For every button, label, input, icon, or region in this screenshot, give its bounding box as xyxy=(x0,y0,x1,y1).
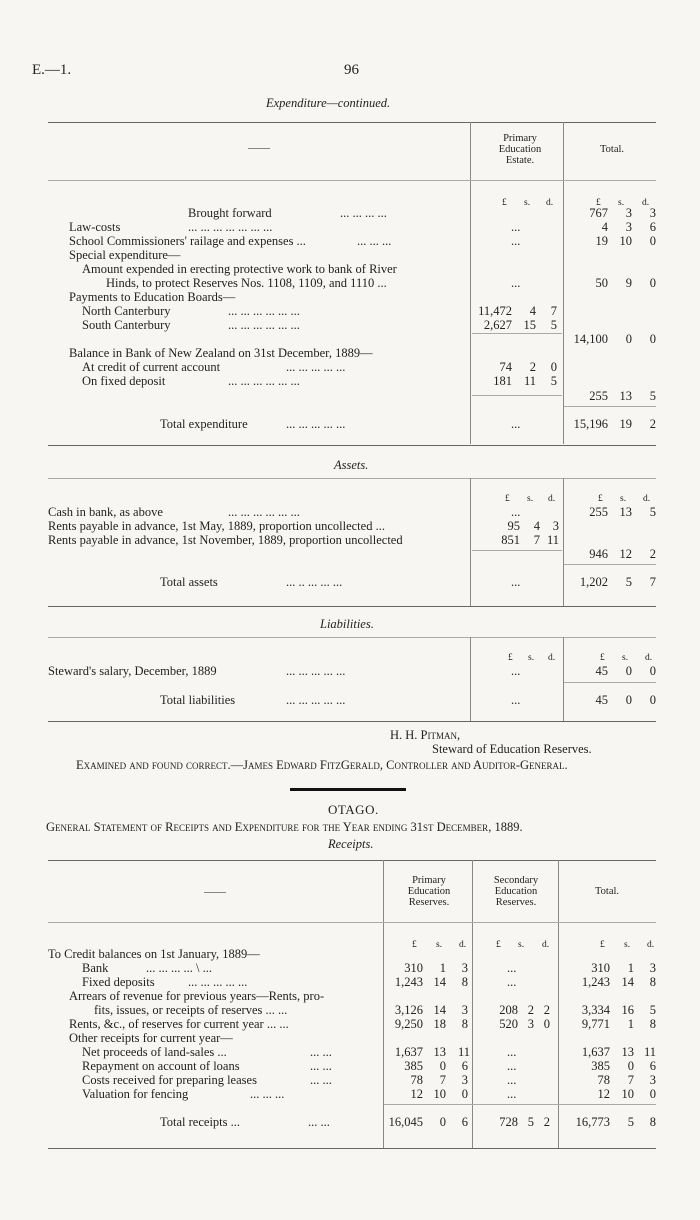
row-label: Other receipts for current year— xyxy=(69,1031,233,1045)
primary-shillings: 11 xyxy=(523,374,536,388)
row-label: Bank xyxy=(82,961,109,975)
total-pence: 2 xyxy=(649,417,656,431)
leader-dots: ... ... ... ... ... xyxy=(286,693,346,707)
row-label: Fixed deposits xyxy=(82,975,155,989)
pound-header: £ xyxy=(496,940,501,950)
shilling-header: s. xyxy=(622,653,629,663)
column-divider xyxy=(563,637,564,721)
pound-header: £ xyxy=(600,653,605,663)
total-column-header: Total. xyxy=(594,886,620,897)
steward-role: Steward of Education Reserves. xyxy=(432,742,592,756)
pound-header: £ xyxy=(600,940,605,950)
total-expenditure-label: Total expenditure xyxy=(160,417,248,431)
secondary-ellipsis: ... xyxy=(507,1073,517,1087)
shilling-header: s. xyxy=(618,198,625,208)
pound-header: £ xyxy=(508,653,513,663)
primary-pence: 5 xyxy=(550,374,557,388)
shilling-header: s. xyxy=(624,940,631,950)
primary-pounds: 851 xyxy=(501,533,520,547)
leader-dots: ... ... xyxy=(310,1073,332,1087)
row-label: fits, issues, or receipts of reserves ... ... xyxy=(94,1003,288,1017)
total-pounds: 255 xyxy=(589,505,608,519)
primary-pence: 5 xyxy=(550,318,557,332)
total-shillings: 16 xyxy=(621,1003,634,1017)
total-assets-label: Total assets xyxy=(160,575,218,589)
total-rule xyxy=(564,682,656,683)
leader-dots: ... ... ... ... xyxy=(340,206,387,220)
total-pence: 7 xyxy=(649,575,656,589)
row-label: To Credit balances on 1st January, 1889— xyxy=(48,947,260,961)
total-shillings: 5 xyxy=(627,1115,634,1129)
total-pounds: 15,196 xyxy=(573,417,608,431)
subtotal-rule xyxy=(472,333,562,334)
primary-reserves-column-header xyxy=(388,875,470,908)
row-label: North Canterbury xyxy=(82,304,171,318)
section-separator-bar xyxy=(290,788,406,791)
total-pounds: 45 xyxy=(595,664,608,678)
secondary-pounds: 520 xyxy=(499,1017,518,1031)
shilling-header: s. xyxy=(524,198,531,208)
primary-pence: 0 xyxy=(461,1087,468,1101)
row-label: At credit of current account xyxy=(82,360,221,374)
primary-shillings: 14 xyxy=(433,975,446,989)
primary-pounds: 12 xyxy=(410,1087,423,1101)
section-rule xyxy=(48,637,656,638)
leader-dots: ... ... xyxy=(308,1115,330,1129)
table-top-rule xyxy=(48,860,656,861)
primary-pounds: 1,243 xyxy=(394,975,423,989)
primary-ellipsis: ... xyxy=(511,276,521,290)
total-shillings: 5 xyxy=(625,575,632,589)
leader-dots: ... ... ... ... ... ... xyxy=(228,318,300,332)
total-pounds: 255 xyxy=(589,389,608,403)
total-shillings: 3 xyxy=(625,220,632,234)
leader-dots: ... ... ... ... ... ... xyxy=(228,304,300,318)
row-label: School Commissioners' railage and expenses ... xyxy=(69,234,306,248)
primary-shillings: 4 xyxy=(533,519,540,533)
shilling-header: s. xyxy=(436,940,443,950)
total-pounds: 45 xyxy=(595,693,608,707)
column-divider xyxy=(563,478,564,606)
total-shillings: 1 xyxy=(627,961,634,975)
total-pounds: 9,771 xyxy=(581,1017,610,1031)
primary-pounds: 1,637 xyxy=(394,1045,423,1059)
primary-pounds: 95 xyxy=(507,519,520,533)
receipts-title: Receipts. xyxy=(328,837,374,851)
total-pence: 6 xyxy=(649,220,656,234)
document-code: E.—1. xyxy=(32,62,72,78)
pence-header: d. xyxy=(642,198,650,208)
section-bottom-rule xyxy=(48,606,656,607)
pence-header: d. xyxy=(647,940,655,950)
secondary-ellipsis: ... xyxy=(507,1045,517,1059)
row-label: Arrears of revenue for previous years—Rents, pro- xyxy=(69,989,325,1003)
pound-header: £ xyxy=(598,494,603,504)
primary-pence: 8 xyxy=(461,975,468,989)
table-bottom-rule xyxy=(48,445,656,446)
total-shillings: 10 xyxy=(621,1087,634,1101)
primary-pounds: 78 xyxy=(410,1073,423,1087)
total-pounds: 1,243 xyxy=(581,975,610,989)
primary-shillings: 13 xyxy=(433,1045,446,1059)
secondary-ellipsis: ... xyxy=(507,1059,517,1073)
total-pence: 8 xyxy=(649,1017,656,1031)
secondary-shillings: 3 xyxy=(527,1017,534,1031)
total-shillings: 3 xyxy=(625,206,632,220)
primary-pence: 8 xyxy=(461,1017,468,1031)
total-pence: 2 xyxy=(649,547,656,561)
total-rule xyxy=(564,406,656,407)
header-line: Estate. xyxy=(505,155,535,166)
row-label: Costs received for preparing leases xyxy=(82,1073,257,1087)
total-pence: 5 xyxy=(649,1003,656,1017)
primary-pounds: 11,472 xyxy=(478,304,512,318)
total-pounds: 3,334 xyxy=(581,1003,610,1017)
total-shillings: 14 xyxy=(621,975,634,989)
row-label: Valuation for fencing xyxy=(82,1087,189,1101)
total-shillings: 10 xyxy=(619,234,632,248)
secondary-pence: 2 xyxy=(543,1003,550,1017)
row-label: Repayment on account of loans xyxy=(82,1059,240,1073)
primary-pence: 11 xyxy=(546,533,559,547)
total-pence: 0 xyxy=(649,1087,656,1101)
primary-ellipsis: ... xyxy=(511,693,521,707)
primary-pence: 6 xyxy=(461,1115,468,1129)
column-divider xyxy=(563,122,564,444)
leader-dots: ... .. ... ... ... xyxy=(286,575,343,589)
total-pence: 0 xyxy=(649,693,656,707)
primary-ellipsis: ... xyxy=(511,220,521,234)
total-pounds: 1,202 xyxy=(579,575,608,589)
auditor-certification: Examined and found correct.—James Edward FitzGerald, Controller and Auditor-General. xyxy=(76,758,568,772)
primary-shillings: 0 xyxy=(439,1059,446,1073)
total-pence: 5 xyxy=(649,505,656,519)
leader-dots: ... ... xyxy=(310,1059,332,1073)
secondary-ellipsis: ... xyxy=(507,961,517,975)
otago-heading: OTAGO. xyxy=(328,802,379,817)
description-column-dash: —— xyxy=(248,142,270,154)
total-pence: 0 xyxy=(649,276,656,290)
leader-dots: ... ... ... ... \ ... xyxy=(146,961,212,975)
primary-pence: 11 xyxy=(457,1045,470,1059)
total-shillings: 13 xyxy=(621,1045,634,1059)
primary-pence: 6 xyxy=(461,1059,468,1073)
total-pounds: 767 xyxy=(589,206,608,220)
header-line: Reserves. xyxy=(408,897,450,908)
leader-dots: ... ... ... ... ... xyxy=(286,664,346,678)
header-line: Education xyxy=(498,144,542,155)
primary-pence: 3 xyxy=(552,519,559,533)
leader-dots: ... ... ... xyxy=(250,1087,285,1101)
row-label: Special expenditure— xyxy=(69,248,181,262)
primary-pounds: 16,045 xyxy=(388,1115,423,1129)
leader-dots: ... ... ... ... ... ... ... xyxy=(188,220,273,234)
total-pence: 3 xyxy=(649,1073,656,1087)
total-shillings: 13 xyxy=(619,505,632,519)
row-label: Balance in Bank of New Zealand on 31st December, 1889— xyxy=(69,346,373,360)
total-shillings: 0 xyxy=(625,664,632,678)
total-shillings: 12 xyxy=(619,547,632,561)
secondary-ellipsis: ... xyxy=(507,975,517,989)
pence-header: d. xyxy=(546,198,554,208)
secondary-shillings: 5 xyxy=(527,1115,534,1129)
table-bottom-rule xyxy=(48,1148,656,1149)
secondary-pence: 2 xyxy=(543,1115,550,1129)
primary-pounds: 385 xyxy=(404,1059,423,1073)
primary-ellipsis: ... xyxy=(511,664,521,678)
row-label: Rents payable in advance, 1st November, 1889, proportion uncollected xyxy=(48,533,403,547)
total-shillings: 13 xyxy=(619,389,632,403)
total-receipts-label: Total receipts ... xyxy=(160,1115,240,1129)
primary-pence: 3 xyxy=(461,1073,468,1087)
total-pence: 0 xyxy=(649,664,656,678)
primary-ellipsis: ... xyxy=(511,575,521,589)
secondary-ellipsis: ... xyxy=(507,1087,517,1101)
primary-shillings: 15 xyxy=(523,318,536,332)
header-line: Primary xyxy=(412,875,446,886)
secondary-pounds: 208 xyxy=(499,1003,518,1017)
total-pence: 8 xyxy=(649,975,656,989)
total-shillings: 0 xyxy=(625,693,632,707)
total-pounds: 946 xyxy=(589,547,608,561)
total-pence: 3 xyxy=(649,206,656,220)
total-pounds: 12 xyxy=(597,1087,610,1101)
primary-shillings: 18 xyxy=(433,1017,446,1031)
header-line: Reserves. xyxy=(495,897,537,908)
total-pence: 8 xyxy=(649,1115,656,1129)
secondary-pence: 0 xyxy=(543,1017,550,1031)
total-pounds: 19 xyxy=(595,234,608,248)
primary-pounds: 74 xyxy=(499,360,512,374)
primary-ellipsis: ... xyxy=(511,417,521,431)
row-label: Cash in bank, as above xyxy=(48,505,163,519)
row-label: Law-costs xyxy=(69,220,121,234)
row-label: Hinds, to protect Reserves Nos. 1108, 1109, and 1110 ... xyxy=(106,276,387,290)
total-shillings: 19 xyxy=(619,417,632,431)
header-line: Education xyxy=(494,886,538,897)
primary-estate-column-header xyxy=(478,133,562,166)
section-rule xyxy=(48,478,656,479)
shilling-header: s. xyxy=(518,940,525,950)
primary-pence: 3 xyxy=(461,961,468,975)
total-pence: 3 xyxy=(649,961,656,975)
total-pounds: 16,773 xyxy=(575,1115,610,1129)
section-bottom-rule xyxy=(48,721,656,722)
leader-dots: ... ... xyxy=(310,1045,332,1059)
primary-pence: 7 xyxy=(550,304,557,318)
primary-shillings: 14 xyxy=(433,1003,446,1017)
total-shillings: 1 xyxy=(627,1017,634,1031)
row-label: Rents payable in advance, 1st May, 1889, proportion uncollected ... xyxy=(48,519,385,533)
primary-pounds: 3,126 xyxy=(394,1003,423,1017)
total-pence: 0 xyxy=(649,332,656,346)
assets-title: Assets. xyxy=(334,458,369,472)
leader-dots: ... ... ... xyxy=(357,234,392,248)
total-pence: 6 xyxy=(649,1059,656,1073)
pound-header: £ xyxy=(412,940,417,950)
pence-header: d. xyxy=(645,653,653,663)
secondary-shillings: 2 xyxy=(527,1003,534,1017)
primary-shillings: 7 xyxy=(533,533,540,547)
header-line: Secondary xyxy=(493,875,539,886)
total-pounds: 14,100 xyxy=(573,332,608,346)
column-divider xyxy=(470,478,471,606)
row-label: Rents, &c., of reserves for current year ... ... xyxy=(69,1017,289,1031)
row-label: Steward's salary, December, 1889 xyxy=(48,664,217,678)
secondary-reserves-column-header xyxy=(474,875,558,908)
leader-dots: ... ... ... ... ... ... xyxy=(228,374,300,388)
primary-pounds: 2,627 xyxy=(483,318,512,332)
total-pounds: 310 xyxy=(591,961,610,975)
pence-header: d. xyxy=(643,494,651,504)
primary-pounds: 181 xyxy=(493,374,512,388)
pound-header: £ xyxy=(502,198,507,208)
primary-ellipsis: ... xyxy=(511,505,521,519)
liabilities-title: Liabilities. xyxy=(320,617,374,631)
table-top-rule xyxy=(48,122,656,123)
row-label: Payments to Education Boards— xyxy=(69,290,236,304)
primary-shillings: 10 xyxy=(433,1087,446,1101)
total-shillings: 0 xyxy=(627,1059,634,1073)
header-line: Primary xyxy=(503,133,537,144)
total-pence: 11 xyxy=(643,1045,656,1059)
total-pounds: 4 xyxy=(601,220,608,234)
leader-dots: ... ... ... ... ... ... xyxy=(228,505,300,519)
primary-shillings: 0 xyxy=(439,1115,446,1129)
total-pounds: 385 xyxy=(591,1059,610,1073)
primary-shillings: 2 xyxy=(529,360,536,374)
total-pounds: 1,637 xyxy=(581,1045,610,1059)
total-shillings: 0 xyxy=(625,332,632,346)
shilling-header: s. xyxy=(528,653,535,663)
page-number: 96 xyxy=(344,62,359,78)
total-shillings: 9 xyxy=(625,276,632,290)
total-pounds: 78 xyxy=(597,1073,610,1087)
general-statement-title: General Statement of Receipts and Expenditure for the Year ending 31st December, 1889. xyxy=(46,820,523,834)
expenditure-title: Expenditure—continued. xyxy=(266,96,391,110)
total-pence: 5 xyxy=(649,389,656,403)
total-column-header: Total. xyxy=(599,144,625,155)
primary-shillings: 1 xyxy=(439,961,446,975)
total-pence: 0 xyxy=(649,234,656,248)
primary-pence: 3 xyxy=(461,1003,468,1017)
row-label: Net proceeds of land-sales ... xyxy=(82,1045,227,1059)
column-divider xyxy=(470,122,471,444)
leader-dots: ... ... ... ... ... xyxy=(286,417,346,431)
header-rule xyxy=(48,180,656,181)
shilling-header: s. xyxy=(620,494,627,504)
row-label: South Canterbury xyxy=(82,318,171,332)
total-pounds: 50 xyxy=(595,276,608,290)
total-rule xyxy=(564,564,656,565)
column-divider xyxy=(470,637,471,721)
pence-header: d. xyxy=(548,494,556,504)
pence-header: d. xyxy=(459,940,467,950)
pound-header: £ xyxy=(596,198,601,208)
primary-pounds: 310 xyxy=(404,961,423,975)
header-rule xyxy=(48,922,656,923)
pence-header: d. xyxy=(542,940,550,950)
leader-dots: ... ... ... ... ... xyxy=(286,360,346,374)
subtotal-rule xyxy=(472,550,562,551)
leader-dots: ... ... ... ... ... xyxy=(188,975,248,989)
header-line: Education xyxy=(407,886,451,897)
primary-pence: 0 xyxy=(550,360,557,374)
total-shillings: 7 xyxy=(627,1073,634,1087)
secondary-pounds: 728 xyxy=(499,1115,518,1129)
total-liabilities-label: Total liabilities xyxy=(160,693,236,707)
primary-pounds: 9,250 xyxy=(394,1017,423,1031)
shilling-header: s. xyxy=(527,494,534,504)
row-label: On fixed deposit xyxy=(82,374,166,388)
steward-name: H. H. Pitman, xyxy=(390,728,461,742)
subtotal-rule xyxy=(472,395,562,396)
primary-shillings: 4 xyxy=(529,304,536,318)
primary-shillings: 7 xyxy=(439,1073,446,1087)
pence-header: d. xyxy=(548,653,556,663)
row-label: Brought forward xyxy=(188,206,272,220)
pound-header: £ xyxy=(505,494,510,504)
description-column-dash: —— xyxy=(204,886,226,898)
row-label: Amount expended in erecting protective work to bank of River xyxy=(82,262,397,276)
primary-ellipsis: ... xyxy=(511,234,521,248)
total-rule xyxy=(384,1104,656,1105)
